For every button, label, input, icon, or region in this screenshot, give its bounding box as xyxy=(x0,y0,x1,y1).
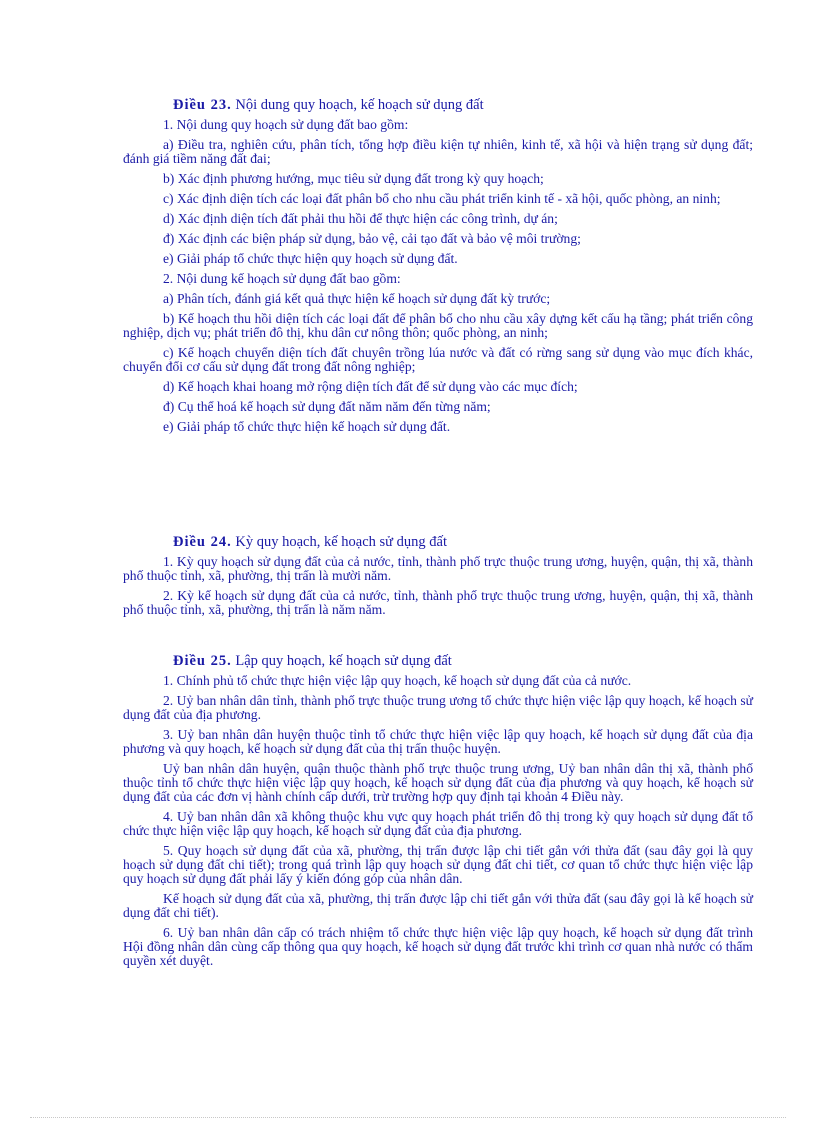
article-title: Lập quy hoạch, kế hoạch sử dụng đất xyxy=(235,653,452,669)
clause: đ) Xác định các biện pháp sử dụng, bảo vệ, cải tạo đất và bảo vệ môi trường; xyxy=(163,231,581,246)
article-number: Điều 23. xyxy=(173,97,232,113)
article-number: Điều 24. xyxy=(173,534,232,550)
clause: 4. Uỷ ban nhân dân xã không thuộc khu vực quy hoạch phát triển đô thị trong kỳ quy hoạch sử dụng đất tổ chức thực hiện việc lập quy hoạch, kế hoạch sử dụng đất của địa phương. xyxy=(123,809,753,838)
clause: 1. Kỳ quy hoạch sử dụng đất của cả nước, tỉnh, thành phố trực thuộc trung ương, huyện, quận, thị xã, thành phố thuộc tỉnh, xã, phường, thị trấn là mười năm. xyxy=(123,554,753,583)
clause: 6. Uỷ ban nhân dân cấp có trách nhiệm tổ chức thực hiện việc lập quy hoạch, kế hoạch sử dụng đất trình Hội đồng nhân dân cùng cấp thông qua quy hoạch, kế hoạch sử dụng đất trước khi trình cơ quan nhà nước có thẩm quyền xét duyệt. xyxy=(123,925,753,968)
clause: đ) Cụ thể hoá kế hoạch sử dụng đất năm năm đến từng năm; xyxy=(163,399,491,414)
article-number: Điều 25. xyxy=(173,653,232,669)
page-bottom-divider xyxy=(30,1117,786,1118)
clause: d) Xác định diện tích đất phải thu hồi để thực hiện các công trình, dự án; xyxy=(163,211,558,226)
clause: d) Kế hoạch khai hoang mở rộng diện tích đất để sử dụng vào các mục đích; xyxy=(163,379,578,394)
clause: e) Giải pháp tổ chức thực hiện kế hoạch sử dụng đất. xyxy=(163,419,451,434)
clause: 1. Chính phủ tổ chức thực hiện việc lập quy hoạch, kế hoạch sử dụng đất của cả nước. xyxy=(163,673,632,688)
clause: Uỷ ban nhân dân huyện, quận thuộc thành phố trực thuộc trung ương, Uỷ ban nhân dân thị xã, thành phố thuộc tỉnh tổ chức thực hiện việc lập quy hoạch, kế hoạch sử dụng đất của địa phương và quy hoạch, kế hoạch sử dụng đất của các đơn vị hành chính cấp dưới, trừ trường hợp quy định tại khoản 4 Điều này. xyxy=(123,761,753,804)
clause: 2. Uỷ ban nhân dân tỉnh, thành phố trực thuộc trung ương tổ chức thực hiện việc lập quy hoạch, kế hoạch sử dụng đất của địa phương. xyxy=(123,693,753,722)
clause: a) Phân tích, đánh giá kết quả thực hiện kế hoạch sử dụng đất kỳ trước; xyxy=(163,291,551,306)
clause: 3. Uỷ ban nhân dân huyện thuộc tỉnh tổ chức thực hiện việc lập quy hoạch, kế hoạch sử dụng đất của địa phương và quy hoạch, kế hoạch sử dụng đất của thị trấn thuộc huyện. xyxy=(123,727,753,756)
clause: 5. Quy hoạch sử dụng đất của xã, phường, thị trấn được lập chi tiết gắn với thửa đất (sau đây gọi là quy hoạch sử dụng đất chi tiết); trong quá trình lập quy hoạch sử dụng đất chi tiết, cơ quan tổ chức thực hiện việc lập quy hoạch sử dụng đất phải lấy ý kiến đóng góp của nhân dân. xyxy=(123,843,753,886)
clause: e) Giải pháp tổ chức thực hiện quy hoạch sử dụng đất. xyxy=(163,251,458,266)
clause: c) Kế hoạch chuyển diện tích đất chuyên trồng lúa nước và đất có rừng sang sử dụng vào mục đích khác, chuyển đổi cơ cấu sử dụng đất trong đất nông nghiệp; xyxy=(123,345,753,374)
clause: c) Xác định diện tích các loại đất phân bổ cho nhu cầu phát triển kinh tế - xã hội, quốc phòng, an ninh; xyxy=(163,191,721,206)
article-heading xyxy=(123,652,753,670)
article-24 xyxy=(123,533,753,623)
clause: 2. Kỳ kế hoạch sử dụng đất của cả nước, tỉnh, thành phố trực thuộc trung ương, huyện, quận, thị xã, thành phố thuộc tỉnh, xã, phường, thị trấn là năm năm. xyxy=(123,588,753,617)
article-title: Kỳ quy hoạch, kế hoạch sử dụng đất xyxy=(235,534,447,550)
clause: Kế hoạch sử dụng đất của xã, phường, thị trấn được lập chi tiết gắn với thửa đất (sau đây gọi là kế hoạch sử dụng đất chi tiết). xyxy=(123,891,753,920)
article-title: Nội dung quy hoạch, kế hoạch sử dụng đất xyxy=(235,97,484,113)
clause: b) Xác định phương hướng, mục tiêu sử dụng đất trong kỳ quy hoạch; xyxy=(163,171,544,186)
article-heading xyxy=(123,533,753,551)
clause: 2. Nội dung kế hoạch sử dụng đất bao gồm: xyxy=(163,271,401,286)
article-heading xyxy=(123,96,753,114)
article-23 xyxy=(123,96,753,440)
article-25 xyxy=(123,652,753,974)
clause: b) Kế hoạch thu hồi diện tích các loại đất để phân bổ cho nhu cầu xây dựng kết cấu hạ tầng; phát triển công nghiệp, dịch vụ; phát triển đô thị, khu dân cư nông thôn; quốc phòng, an ninh; xyxy=(123,311,753,340)
clause: a) Điều tra, nghiên cứu, phân tích, tổng hợp điều kiện tự nhiên, kinh tế, xã hội và hiện trạng sử dụng đất; đánh giá tiềm năng đất đai; xyxy=(123,137,753,166)
clause: 1. Nội dung quy hoạch sử dụng đất bao gồm: xyxy=(163,117,409,132)
